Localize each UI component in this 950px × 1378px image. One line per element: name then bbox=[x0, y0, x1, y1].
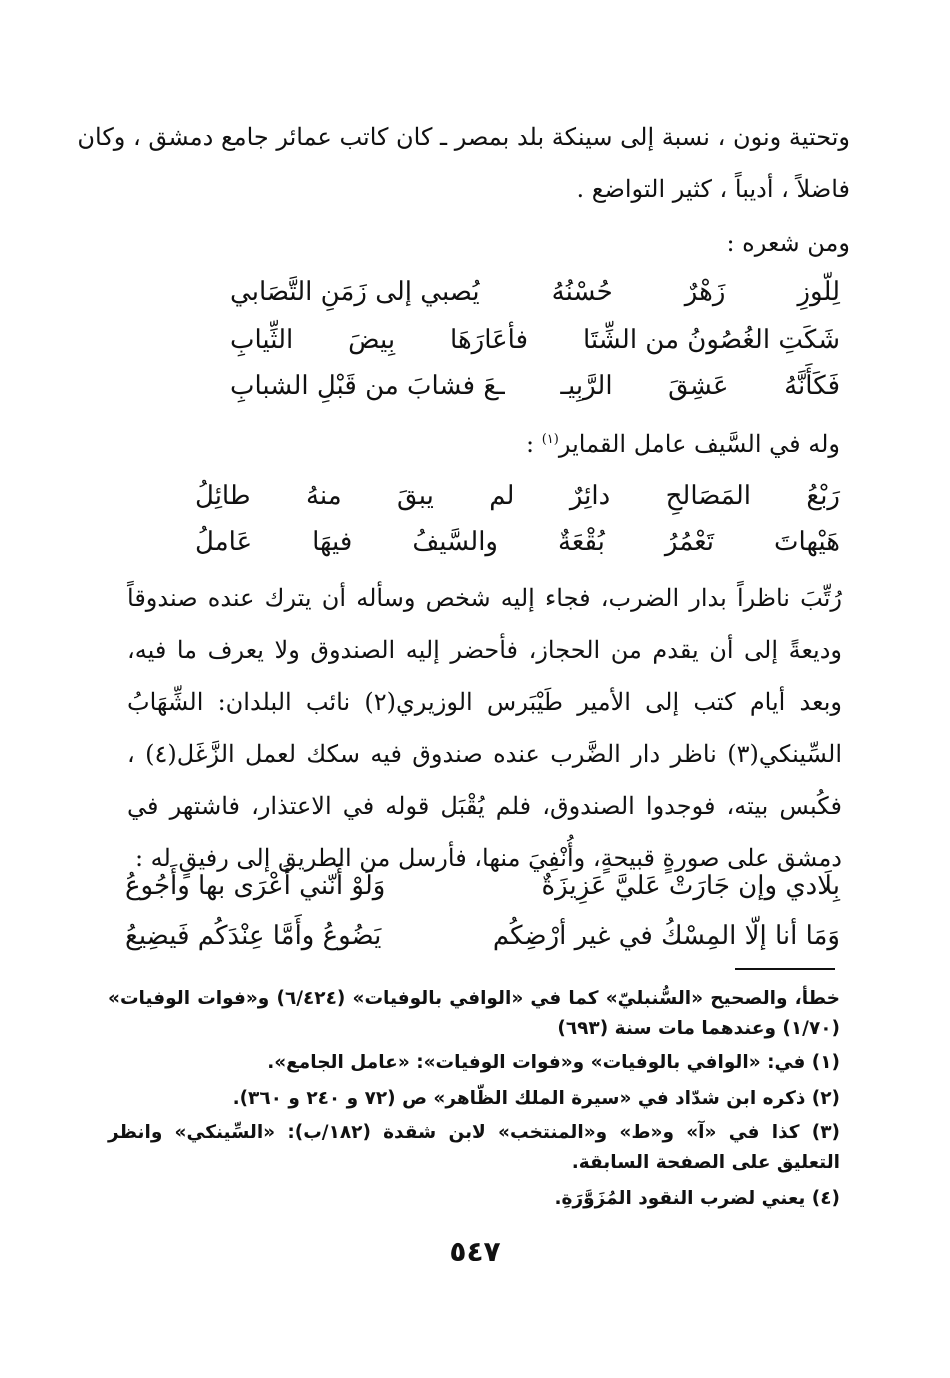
verse-line bbox=[195, 476, 840, 516]
verse-word: الثِّيابِ bbox=[230, 325, 294, 355]
hemistich: وَمَا أنا إلّا المِسْكُ في غير أرْضِكُم bbox=[492, 921, 840, 951]
text-line: دمشق على صورةٍ قبيحةٍ، وأُنْفِيَ منها، فأرسل من الطريق إلى رفيقٍ له : bbox=[134, 844, 842, 872]
verse-line bbox=[195, 522, 840, 562]
verse-word: الرَّبِيـ bbox=[560, 371, 613, 401]
footnote-separator bbox=[735, 968, 835, 970]
verse-word: زَهْرٌ bbox=[684, 277, 726, 307]
poem-intro bbox=[526, 420, 840, 464]
verse-word: فيهَا bbox=[312, 527, 353, 557]
page-number: ٥٤٧ bbox=[449, 1235, 501, 1268]
hemistich: يَضُوعُ وأَمَّا عِنْدَكُم فَيضِيعُ bbox=[125, 921, 382, 951]
footnote-item: (١) في: «الوافي بالوفيات» و«فوات الوفيات»: «عامل الجامع». bbox=[267, 1052, 840, 1073]
verse-word: شَكَتِ الغُصُونُ من الشِّتَا bbox=[582, 325, 840, 355]
verse-word: لِلّوزِ bbox=[797, 277, 840, 307]
verse-word: يبقَ bbox=[397, 481, 434, 511]
text-line: رُتِّبَ ناظراً بدار الضرب، فجاء إليه شخص وسأله أن يترك عنده صندوقاً bbox=[127, 584, 842, 612]
footnote-item: (٢) ذكره ابن شدّاد في «سيرة الملك الظّاهر» ص (٧٢ و ٢٤٠ و ٣٦٠). bbox=[232, 1088, 840, 1109]
footnote-item: (٣) كذا في «آ» و«ط» و«المنتخب» لابن شقدة (١٨٢/ب): «السِّينكي» وانظر التعليق على الصفحة السابقة. bbox=[108, 1122, 840, 1173]
verse-word: تَعْمُرُ bbox=[664, 527, 715, 557]
text-line: فاضلاً ، أديباً ، كثير التواضع . bbox=[576, 175, 850, 203]
poem-intro: ومن شعره : bbox=[726, 229, 850, 257]
verse-word: فأعَارَهَا bbox=[450, 325, 529, 355]
verse-word: عَشِقَ bbox=[668, 371, 729, 401]
verse-word: طائِلُ bbox=[195, 481, 251, 511]
verse-word: حُسْنُهُ bbox=[551, 277, 613, 307]
verse-word: بِيضَ bbox=[348, 325, 396, 355]
verse-word: منهُ bbox=[305, 481, 342, 511]
verse-line bbox=[230, 366, 840, 406]
hemistich: بِلَادي وإن جَارَتْ عَليَّ عَزِيزَةٌ bbox=[541, 871, 840, 901]
verse-word: يُصبي إلى زَمَنِ التَّصَابي bbox=[230, 277, 480, 307]
verse-word: لم bbox=[489, 481, 515, 511]
text-line: وديعةً إلى أن يقدم من الحجاز، فأحضر إليه الصندوق ولا يعرف ما فيه، bbox=[127, 636, 842, 664]
text-line: وبعد أيام كتب إلى الأمير طَيْبَرس الوزيري(٢) نائب البلدان: الشِّهَابُ bbox=[127, 688, 842, 716]
text-line: السِّينكي(٣) ناظر دار الضَّرب عنده صندوق فيه سكك لعمل الزَّغَل(٤) ، bbox=[127, 740, 842, 768]
verse-word: هَيْهاتَ bbox=[774, 527, 840, 557]
intro-colon: : bbox=[526, 430, 542, 458]
verse-word: والسَّيفُ bbox=[412, 527, 498, 557]
footnote-ref: (١) bbox=[541, 432, 559, 447]
verse-word: ـعَ فشابَ من قَبْلِ الشبابِ bbox=[230, 371, 505, 401]
verse-word: دائِرٌ bbox=[569, 481, 611, 511]
footnote-continued: خطأ، والصحيح «السُّنبليّ» كما في «الوافي بالوفيات» (٦/٤٢٤) و«فوات الوفيات» (١/٧٠) وعندهما مات سنة (٦٩٣) bbox=[108, 988, 840, 1039]
verse-line bbox=[230, 272, 840, 312]
verse-line bbox=[125, 916, 840, 956]
verse-line bbox=[125, 866, 840, 906]
hemistich: وَلَوْ أَنّني أَعْرَى بها وأَجُوعُ bbox=[125, 871, 386, 901]
verse-word: بُقْعَةٌ bbox=[557, 527, 605, 557]
verse-word: رَبْعُ bbox=[806, 481, 840, 511]
verse-word: عَاملُ bbox=[195, 527, 253, 557]
text-line: وتحتية ونون ، نسبة إلى سينكة بلد بمصر ـ كان كاتب عمائر جامع دمشق ، وكان bbox=[77, 123, 850, 151]
verse-word: فَكَأَنَّهُ bbox=[784, 371, 840, 401]
verse-line bbox=[230, 320, 840, 360]
intro-text: وله في السَّيف عامل القماير bbox=[558, 430, 840, 458]
footnote-item: (٤) يعني لضرب النقود المُزَوَّرَةِ. bbox=[554, 1188, 840, 1209]
text-line: فكُبس بيته، فوجدوا الصندوق، فلم يُقْبَل قوله في الاعتذار، فاشتهر في bbox=[127, 792, 842, 820]
verse-word: المَصَالحِ bbox=[665, 481, 751, 511]
